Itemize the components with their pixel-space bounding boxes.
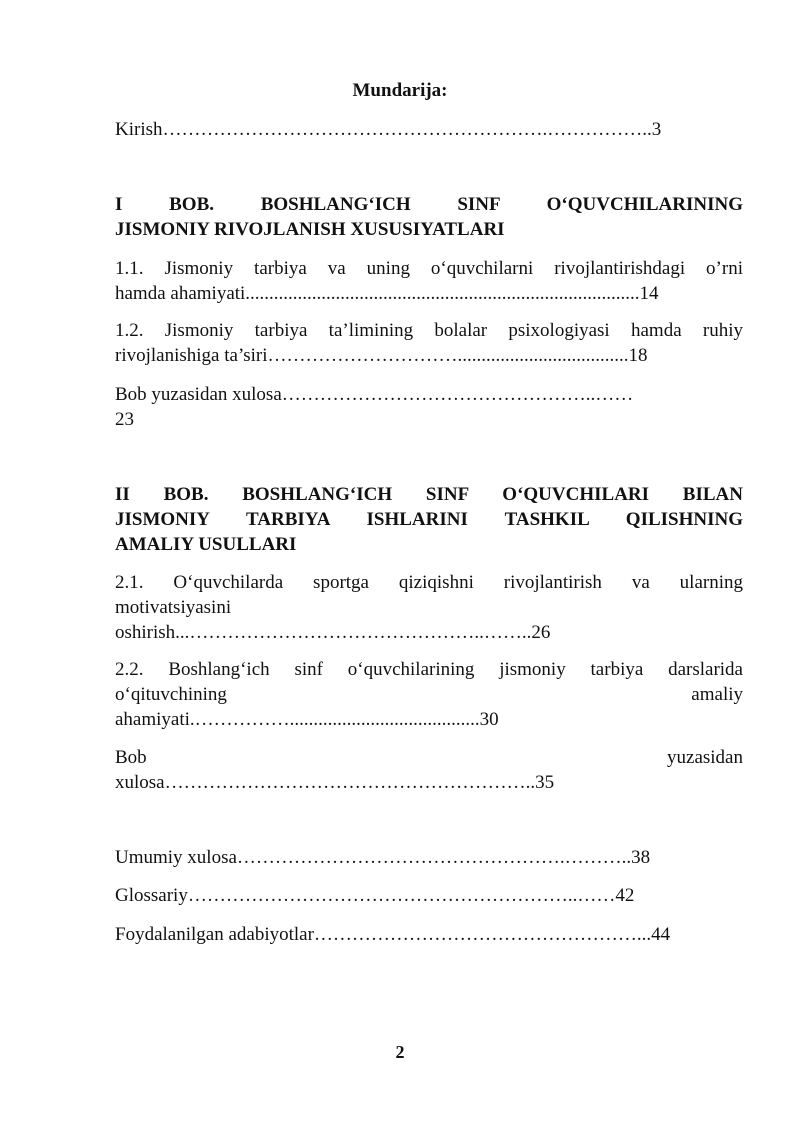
chapter-1-heading-line-2: JISMONIY RIVOJLANISH XUSUSIYATLARI — [115, 219, 505, 240]
chapter-2-heading-line-1: II BOB. BOSHLANG‘ICH SINF O‘QUVCHILARI BILAN — [115, 484, 743, 505]
toc-entry-chapter-2-summary[interactable] — [115, 745, 743, 795]
toc-entry-glossary[interactable] — [115, 883, 743, 908]
toc-entry-glossary-text: Glossariy……………………………………………………..……42 — [115, 885, 635, 906]
toc-entry-chapter-1-summary[interactable] — [115, 382, 743, 432]
toc-entry-references[interactable] — [115, 922, 743, 947]
toc-entry-conclusion[interactable] — [115, 845, 743, 870]
chapter-1-heading — [115, 192, 743, 242]
toc-entry-intro-text: Kirish…………………………………………………….……………..3 — [115, 119, 662, 140]
toc-entry-1-2[interactable] — [115, 318, 743, 368]
toc-entry-chapter-1-summary-line-1: Bob yuzasidan xulosa…………………………………………..…… — [115, 384, 634, 405]
toc-entry-intro[interactable] — [115, 117, 743, 142]
toc-entry-1-1[interactable] — [115, 256, 743, 306]
page-number: 2 — [395, 1042, 405, 1062]
page-title: Mundarija: — [352, 80, 448, 101]
toc-entry-2-2-line-3: ahamiyati.……………........................................30 — [115, 709, 499, 730]
toc-entry-2-1[interactable] — [115, 570, 743, 645]
toc-entry-2-2-line-1: 2.2. Boshlang‘ich sinf o‘quvchilarining jismoniy tarbiya darslarida — [115, 659, 743, 680]
toc-entry-1-1-line-2: hamda ahamiyati...................................................................................14 — [115, 283, 659, 304]
toc-entry-chapter-1-summary-line-2: 23 — [115, 409, 134, 430]
chapter-2-heading-line-2: JISMONIY TARBIYA ISHLARINI TASHKIL QILISHNING — [115, 509, 743, 530]
toc-entry-2-2-line-2: o‘qituvchining amaliy — [115, 684, 743, 705]
toc-entry-1-2-line-1: 1.2. Jismoniy tarbiya ta’limining bolalar psixologiyasi hamda ruhiy — [115, 320, 743, 341]
toc-entry-2-1-line-3: oshirish...………………………………………..……..26 — [115, 622, 551, 643]
toc-entry-2-1-line-2: motivatsiyasini — [115, 597, 232, 618]
toc-entry-2-2[interactable] — [115, 657, 743, 732]
toc-entry-references-text: Foydalanilgan adabiyotlar……………………………………………...44 — [115, 924, 671, 945]
chapter-1-heading-line-1: I BOB. BOSHLANG‘ICH SINF O‘QUVCHILARINING — [115, 194, 743, 215]
chapter-2-heading-line-3: AMALIY USULLARI — [115, 534, 297, 555]
toc-entry-chapter-2-summary-line-2: xulosa…………………………………………………..35 — [115, 772, 555, 793]
toc-entry-1-2-line-2: rivojlanishiga ta’siri…………………………....................................18 — [115, 345, 648, 366]
toc-entry-conclusion-text: Umumiy xulosa…………………………………………….………..38 — [115, 847, 651, 868]
toc-entry-1-1-line-1: 1.1. Jismoniy tarbiya va uning o‘quvchilarni rivojlantirishdagi o’rni — [115, 258, 743, 279]
toc-entry-2-1-line-1: 2.1. O‘quvchilarda sportga qiziqishni rivojlantirish va ularning — [115, 572, 743, 593]
toc-entry-chapter-2-summary-line-1: Bob yuzasidan — [115, 747, 743, 768]
chapter-2-heading — [115, 482, 743, 557]
